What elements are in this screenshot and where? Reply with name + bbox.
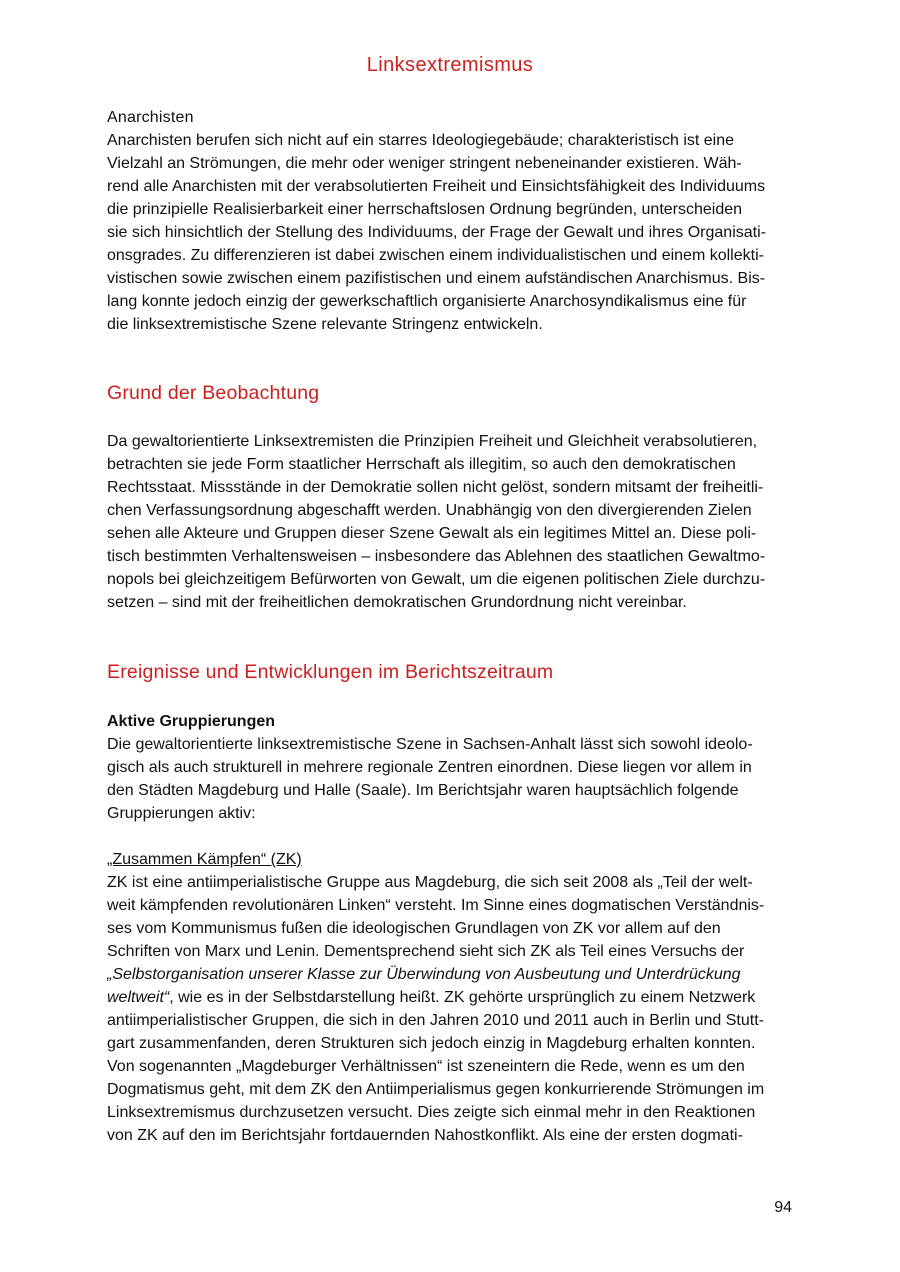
text-line: ZK ist eine antiimperialistische Gruppe aus Magdeburg, die sich seit 2008 als „Teil der welt- [107, 874, 753, 891]
anarchisten-section [107, 106, 797, 336]
anarchisten-heading: Anarchisten [107, 109, 194, 126]
text-line: betrachten sie jede Form staatlicher Herrschaft als illegitim, so auch den demokratischen [107, 456, 736, 473]
text-line: chen Verfassungsordnung abgeschafft werden. Unabhängig von den divergierenden Zielen [107, 502, 752, 519]
text-line: nopols bei gleichzeitigem Befürworten von Gewalt, um die eigenen politischen Ziele durchzu- [107, 571, 766, 588]
text-line: sie sich hinsichtlich der Stellung des Individuums, der Frage der Gewalt und ihres Organisati- [107, 224, 766, 241]
text-line: Die gewaltorientierte linksextremistische Szene in Sachsen-Anhalt lässt sich sowohl ideolo- [107, 736, 753, 753]
text-line: setzen – sind mit der freiheitlichen demokratischen Grundordnung nicht vereinbar. [107, 594, 687, 611]
text-line: von ZK auf den im Berichtsjahr fortdauernden Nahostkonflikt. Als eine der ersten dogmati- [107, 1127, 743, 1144]
italic-quote-end: weltweit“ [107, 989, 170, 1006]
text-line: gart zusammenfanden, deren Strukturen sich jedoch einzig in Magdeburg erhalten konnten. [107, 1035, 756, 1052]
text-line: antiimperialistischer Gruppen, die sich in den Jahren 2010 und 2011 auch in Berlin und Stutt- [107, 1012, 764, 1029]
text-line: Anarchisten berufen sich nicht auf ein starres Ideologiegebäude; charakteristisch ist eine [107, 132, 735, 149]
text-line: Dogmatismus geht, mit dem ZK den Antiimperialismus gegen konkurrierende Strömungen im [107, 1081, 765, 1098]
text-line: den Städten Magdeburg und Halle (Saale). Im Berichtsjahr waren hauptsächlich folgende [107, 782, 739, 799]
text-line: die linksextremistische Szene relevante Stringenz entwickeln. [107, 316, 543, 333]
anarchisten-paragraph [107, 129, 797, 336]
text-line: ses vom Kommunismus fußen die ideologischen Grundlagen von ZK vor allem auf den [107, 920, 721, 937]
grund-paragraph [107, 430, 797, 614]
text-line: sehen alle Akteure und Gruppen dieser Szene Gewalt als ein legitimes Mittel an. Diese poli- [107, 525, 757, 542]
text-line: gisch als auch strukturell in mehrere regionale Zentren einordnen. Diese liegen vor allem in [107, 759, 752, 776]
text-line: Rechtsstaat. Missstände in der Demokratie sollen nicht gelöst, sondern mitsamt der freiheitli- [107, 479, 764, 496]
aktive-heading: Aktive Gruppierungen [107, 713, 276, 730]
text-line-italic [107, 963, 797, 986]
text-line: Schriften von Marx und Lenin. Dementsprechend sieht sich ZK als Teil eines Versuchs der [107, 943, 745, 960]
text-line: Linksextremismus durchzusetzen versucht. Dies zeigte sich einmal mehr in den Reaktionen [107, 1104, 756, 1121]
text-after-italic: , wie es in der Selbstdarstellung heißt. ZK gehörte ursprünglich zu einem Netzwerk [169, 989, 756, 1006]
text-line: lang konnte jedoch einzig der gewerkschaftlich organisierte Anarchosyndikalismus eine für [107, 293, 747, 310]
text-line: Da gewaltorientierte Linksextremisten die Prinzipien Freiheit und Gleichheit verabsolutieren, [107, 433, 758, 450]
text-line: rend alle Anarchisten mit der verabsolutierten Freiheit und Einsichtsfähigkeit des Individuums [107, 178, 766, 195]
text-line: Von sogenannten „Magdeburger Verhältnissen“ ist szeneintern die Rede, wenn es um den [107, 1058, 745, 1075]
text-line: die prinzipielle Realisierbarkeit einer herrschaftslosen Ordnung begründen, unterscheiden [107, 201, 743, 218]
section-title-ereignisse: Ereignisse und Entwicklungen im Berichtszeitraum [107, 661, 554, 683]
text-line: vistischen sowie zwischen einem pazifistischen und einem aufständischen Anarchismus. Bis- [107, 270, 766, 287]
aktive-gruppierungen-section [107, 710, 797, 825]
italic-quote: „Selbstorganisation unserer Klasse zur Überwindung von Ausbeutung und Unterdrückung [107, 966, 741, 983]
text-line: weit kämpfenden revolutionären Linken“ versteht. Im Sinne eines dogmatischen Verständnis- [107, 897, 765, 914]
zk-heading: „Zusammen Kämpfen“ (ZK) [107, 851, 302, 868]
text-line: Vielzahl an Strömungen, die mehr oder weniger stringent nebeneinander existieren. Wäh- [107, 155, 742, 172]
text-line: Gruppierungen aktiv: [107, 805, 256, 822]
page-header-title: Linksextremismus [366, 54, 534, 76]
page-number: 94 [774, 1199, 792, 1216]
text-line: tisch bestimmten Verhaltensweisen – insbesondere das Ablehnen des staatlichen Gewaltmo- [107, 548, 766, 565]
text-line [107, 986, 797, 1009]
section-title-grund: Grund der Beobachtung [107, 382, 320, 404]
zk-section [107, 848, 797, 1147]
text-line: onsgrades. Zu differenzieren ist dabei zwischen einem individualistischen und einem kollekti- [107, 247, 764, 264]
